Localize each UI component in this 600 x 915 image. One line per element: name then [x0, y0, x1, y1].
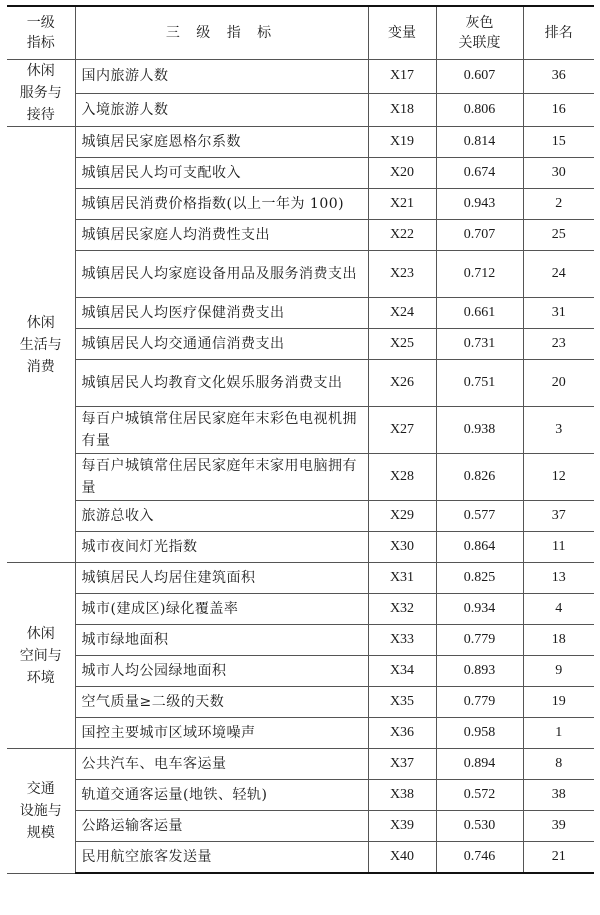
grey-relation-cell: 0.893	[436, 656, 523, 687]
indicator-cell: 空气质量≥二级的天数	[75, 687, 368, 718]
grey-relation-cell: 0.958	[436, 718, 523, 749]
indicator-cell: 公共汽车、电车客运量	[75, 749, 368, 780]
grey-relation-cell: 0.864	[436, 532, 523, 563]
table-row	[7, 842, 594, 874]
indicator-cell: 城市夜间灯光指数	[75, 532, 368, 563]
grey-relation-cell: 0.943	[436, 189, 523, 220]
variable-cell: X31	[368, 563, 436, 594]
grey-relation-cell: 0.530	[436, 811, 523, 842]
header-rank: 排名	[523, 6, 594, 60]
variable-cell: X29	[368, 501, 436, 532]
table-row	[7, 454, 594, 501]
category-cell: 交通 设施与 规模	[7, 749, 75, 874]
variable-cell: X35	[368, 687, 436, 718]
rank-cell: 20	[523, 360, 594, 407]
rank-cell: 37	[523, 501, 594, 532]
variable-cell: X23	[368, 251, 436, 298]
variable-cell: X21	[368, 189, 436, 220]
table-row	[7, 60, 594, 94]
variable-cell: X20	[368, 158, 436, 189]
table-row	[7, 501, 594, 532]
rank-cell: 36	[523, 60, 594, 94]
grey-relation-cell: 0.572	[436, 780, 523, 811]
rank-cell: 1	[523, 718, 594, 749]
variable-cell: X27	[368, 407, 436, 454]
variable-cell: X40	[368, 842, 436, 874]
variable-cell: X38	[368, 780, 436, 811]
table-row	[7, 718, 594, 749]
rank-cell: 13	[523, 563, 594, 594]
indicator-cell: 入境旅游人数	[75, 93, 368, 127]
indicator-cell: 每百户城镇常住居民家庭年末家用电脑拥有量	[75, 454, 368, 501]
indicator-cell: 城镇居民人均医疗保健消费支出	[75, 298, 368, 329]
variable-cell: X26	[368, 360, 436, 407]
table-row	[7, 594, 594, 625]
indicator-cell: 轨道交通客运量(地铁、轻轨)	[75, 780, 368, 811]
rank-cell: 12	[523, 454, 594, 501]
table-row	[7, 811, 594, 842]
rank-cell: 38	[523, 780, 594, 811]
grey-relation-cell: 0.746	[436, 842, 523, 874]
table-row	[7, 360, 594, 407]
variable-cell: X37	[368, 749, 436, 780]
header-level1: 一级 指标	[7, 6, 75, 60]
table-row	[7, 220, 594, 251]
rank-cell: 11	[523, 532, 594, 563]
grey-relation-cell: 0.707	[436, 220, 523, 251]
table-row	[7, 656, 594, 687]
rank-cell: 25	[523, 220, 594, 251]
grey-relation-cell: 0.731	[436, 329, 523, 360]
rank-cell: 3	[523, 407, 594, 454]
variable-cell: X39	[368, 811, 436, 842]
table-row	[7, 298, 594, 329]
indicator-cell: 城镇居民人均教育文化娱乐服务消费支出	[75, 360, 368, 407]
table-row	[7, 127, 594, 158]
rank-cell: 30	[523, 158, 594, 189]
table-row	[7, 532, 594, 563]
grey-relation-cell: 0.674	[436, 158, 523, 189]
rank-cell: 19	[523, 687, 594, 718]
variable-cell: X30	[368, 532, 436, 563]
grey-relation-cell: 0.934	[436, 594, 523, 625]
variable-cell: X32	[368, 594, 436, 625]
table-row	[7, 749, 594, 780]
rank-cell: 18	[523, 625, 594, 656]
rank-cell: 4	[523, 594, 594, 625]
table-row	[7, 189, 594, 220]
table-row	[7, 329, 594, 360]
rank-cell: 9	[523, 656, 594, 687]
rank-cell: 31	[523, 298, 594, 329]
grey-relation-cell: 0.661	[436, 298, 523, 329]
grey-relation-cell: 0.577	[436, 501, 523, 532]
grey-relation-cell: 0.712	[436, 251, 523, 298]
grey-relation-cell: 0.825	[436, 563, 523, 594]
variable-cell: X17	[368, 60, 436, 94]
category-cell: 休闲 空间与 环境	[7, 563, 75, 749]
indicator-cell: 城镇居民消费价格指数(以上一年为 100)	[75, 189, 368, 220]
variable-cell: X24	[368, 298, 436, 329]
rank-cell: 2	[523, 189, 594, 220]
grey-relation-cell: 0.806	[436, 93, 523, 127]
variable-cell: X28	[368, 454, 436, 501]
grey-relation-cell: 0.751	[436, 360, 523, 407]
variable-cell: X18	[368, 93, 436, 127]
rank-cell: 24	[523, 251, 594, 298]
grey-relation-cell: 0.779	[436, 687, 523, 718]
category-cell: 休闲 服务与 接待	[7, 60, 75, 127]
variable-cell: X19	[368, 127, 436, 158]
table-row	[7, 93, 594, 127]
grey-relation-cell: 0.814	[436, 127, 523, 158]
indicator-cell: 国内旅游人数	[75, 60, 368, 94]
variable-cell: X22	[368, 220, 436, 251]
indicator-cell: 城镇居民人均家庭设备用品及服务消费支出	[75, 251, 368, 298]
category-cell: 休闲 生活与 消费	[7, 127, 75, 563]
table-row	[7, 251, 594, 298]
header-row	[7, 6, 594, 60]
rank-cell: 16	[523, 93, 594, 127]
indicator-cell: 城镇居民人均可支配收入	[75, 158, 368, 189]
indicator-cell: 城镇居民人均居住建筑面积	[75, 563, 368, 594]
grey-relation-cell: 0.938	[436, 407, 523, 454]
table-row	[7, 780, 594, 811]
indicator-cell: 城镇居民家庭人均消费性支出	[75, 220, 368, 251]
header-level3: 三 级 指 标	[75, 6, 368, 60]
table-row	[7, 563, 594, 594]
rank-cell: 15	[523, 127, 594, 158]
indicator-cell: 民用航空旅客发送量	[75, 842, 368, 874]
variable-cell: X34	[368, 656, 436, 687]
grey-relation-cell: 0.894	[436, 749, 523, 780]
variable-cell: X36	[368, 718, 436, 749]
rank-cell: 21	[523, 842, 594, 874]
variable-cell: X25	[368, 329, 436, 360]
indicator-cell: 城市绿地面积	[75, 625, 368, 656]
indicator-cell: 旅游总收入	[75, 501, 368, 532]
rank-cell: 8	[523, 749, 594, 780]
indicator-table	[7, 5, 594, 874]
grey-relation-cell: 0.826	[436, 454, 523, 501]
indicator-cell: 国控主要城市区域环境噪声	[75, 718, 368, 749]
variable-cell: X33	[368, 625, 436, 656]
grey-relation-cell: 0.607	[436, 60, 523, 94]
indicator-cell: 城市人均公园绿地面积	[75, 656, 368, 687]
indicator-cell: 公路运输客运量	[75, 811, 368, 842]
rank-cell: 39	[523, 811, 594, 842]
header-grey-relation: 灰色 关联度	[436, 6, 523, 60]
table-row	[7, 625, 594, 656]
header-variable: 变量	[368, 6, 436, 60]
indicator-cell: 城镇居民人均交通通信消费支出	[75, 329, 368, 360]
indicator-cell: 城镇居民家庭恩格尔系数	[75, 127, 368, 158]
grey-relation-cell: 0.779	[436, 625, 523, 656]
indicator-cell: 城市(建成区)绿化覆盖率	[75, 594, 368, 625]
indicator-cell: 每百户城镇常住居民家庭年末彩色电视机拥有量	[75, 407, 368, 454]
table-row	[7, 158, 594, 189]
rank-cell: 23	[523, 329, 594, 360]
table-row	[7, 687, 594, 718]
table-row	[7, 407, 594, 454]
